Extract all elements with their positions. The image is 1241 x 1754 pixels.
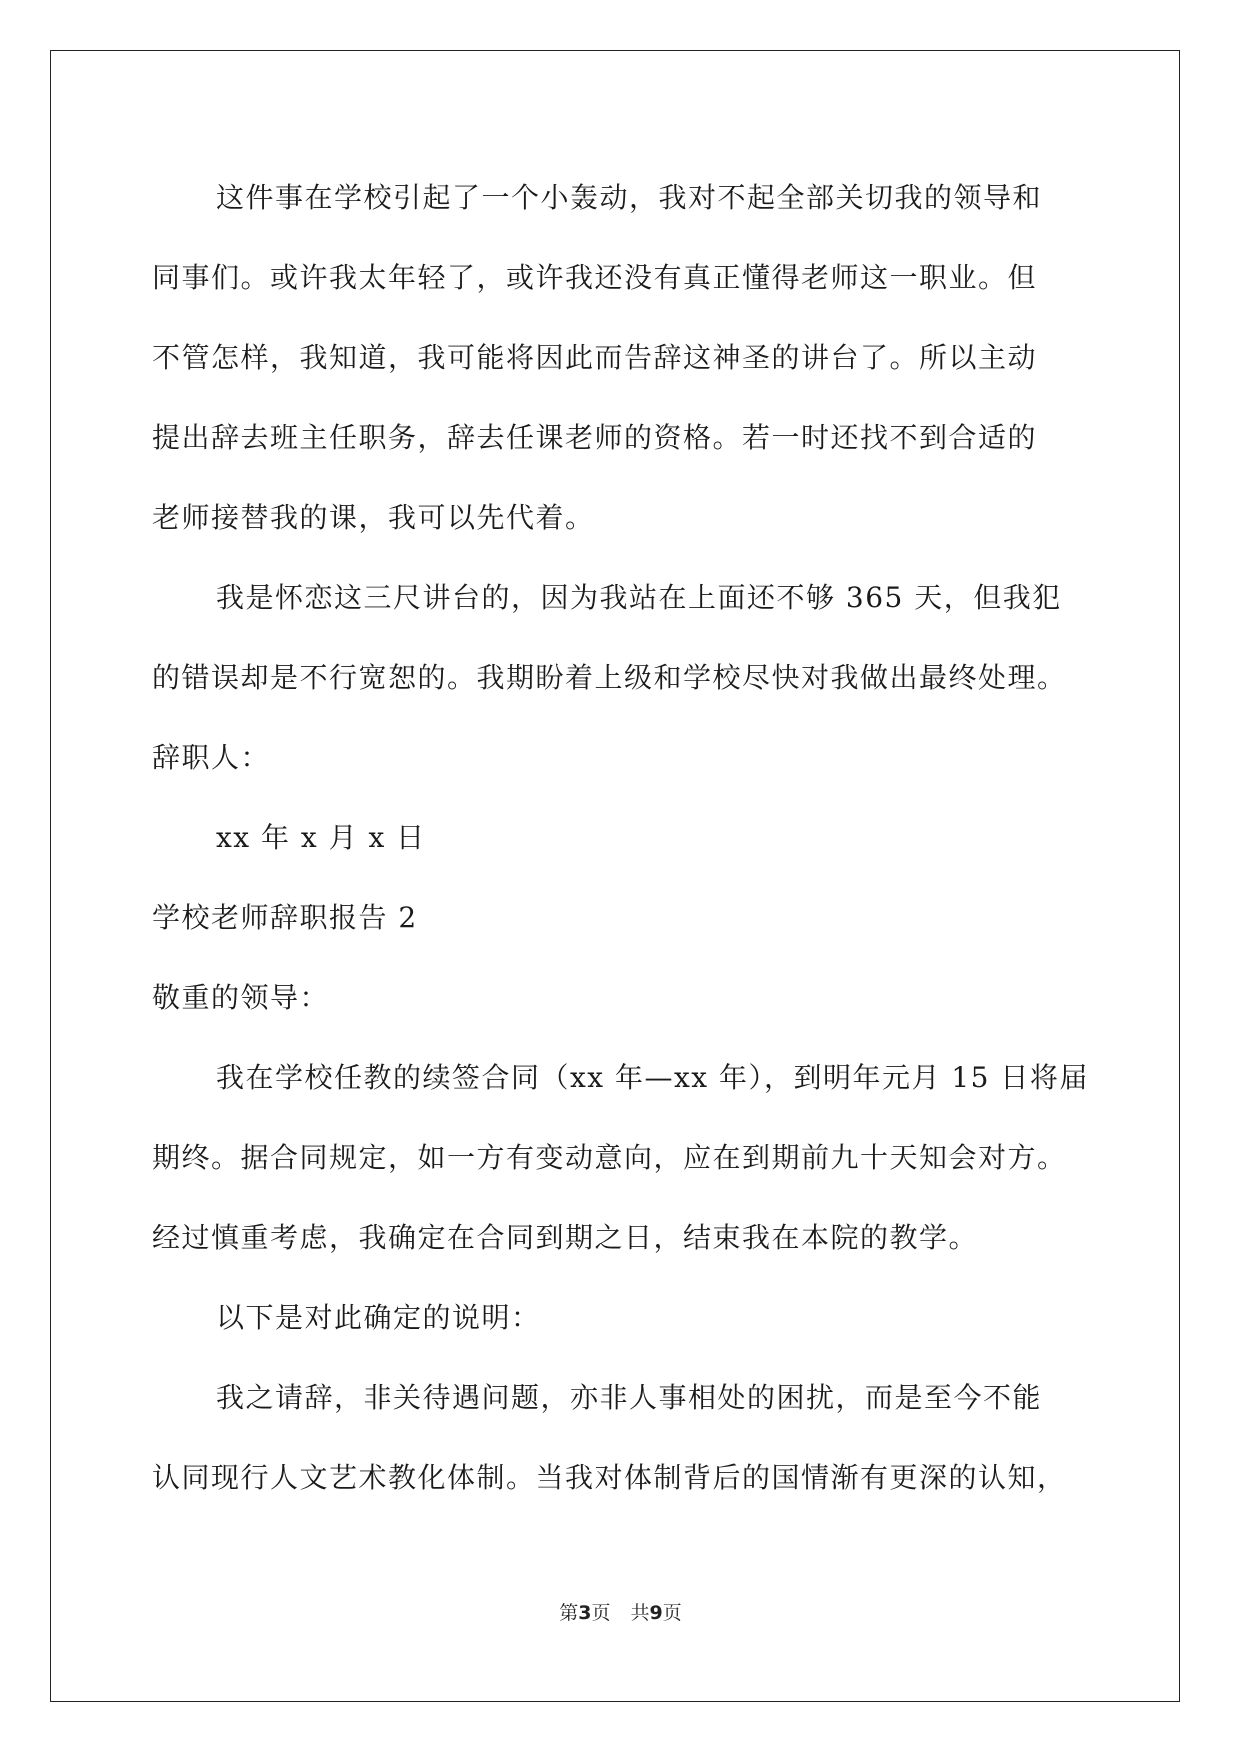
total-pages: 9 [649,1602,663,1624]
paragraph-line: 以下是对此确定的说明： [216,1301,541,1334]
paragraph-line: 我是怀恋这三尺讲台的，因为我站在上面还不够 365 天，但我犯 [216,581,1062,614]
total-suffix: 页 [662,1602,682,1624]
section-title: 学校老师辞职报告 2 [152,901,418,934]
paragraph-line: 经过慎重考虑，我确定在合同到期之日，结束我在本院的教学。 [152,1221,979,1254]
paragraph-line: 认同现行人文艺术教化体制。当我对体制背后的国情渐有更深的认知， [152,1461,1067,1494]
page-number: 3 [578,1602,592,1624]
paragraph-line: 这件事在学校引起了一个小轰动，我对不起全部关切我的领导和 [216,181,1043,214]
paragraph-line: 不管怎样，我知道，我可能将因此而告辞这神圣的讲台了。所以主动 [152,341,1038,374]
paragraph-line: 同事们。或许我太年轻了，或许我还没有真正懂得老师这一职业。但 [152,261,1038,294]
paragraph-line: 老师接替我的课，我可以先代着。 [152,501,595,534]
page-suffix: 页 [591,1602,611,1624]
page-footer [0,1598,1241,1625]
date-line: xx 年 x 月 x 日 [216,821,426,854]
signature-label: 辞职人： [152,741,271,774]
paragraph-line: 期终。据合同规定，如一方有变动意向，应在到期前九十天知会对方。 [152,1141,1067,1174]
document-body [152,158,1087,1518]
paragraph-line: 的错误却是不行宽恕的。我期盼着上级和学校尽快对我做出最终处理。 [152,661,1067,694]
salutation: 敬重的领导： [152,981,330,1014]
page-prefix: 第 [559,1602,579,1624]
paragraph-line: 提出辞去班主任职务，辞去任课老师的资格。若一时还找不到合适的 [152,421,1038,454]
total-prefix: 共 [630,1602,650,1624]
paragraph-line: 我之请辞，非关待遇问题，亦非人事相处的困扰，而是至今不能 [216,1381,1043,1414]
paragraph-line: 我在学校任教的续签合同（xx 年—xx 年），到明年元月 15 日将届 [216,1061,1089,1094]
